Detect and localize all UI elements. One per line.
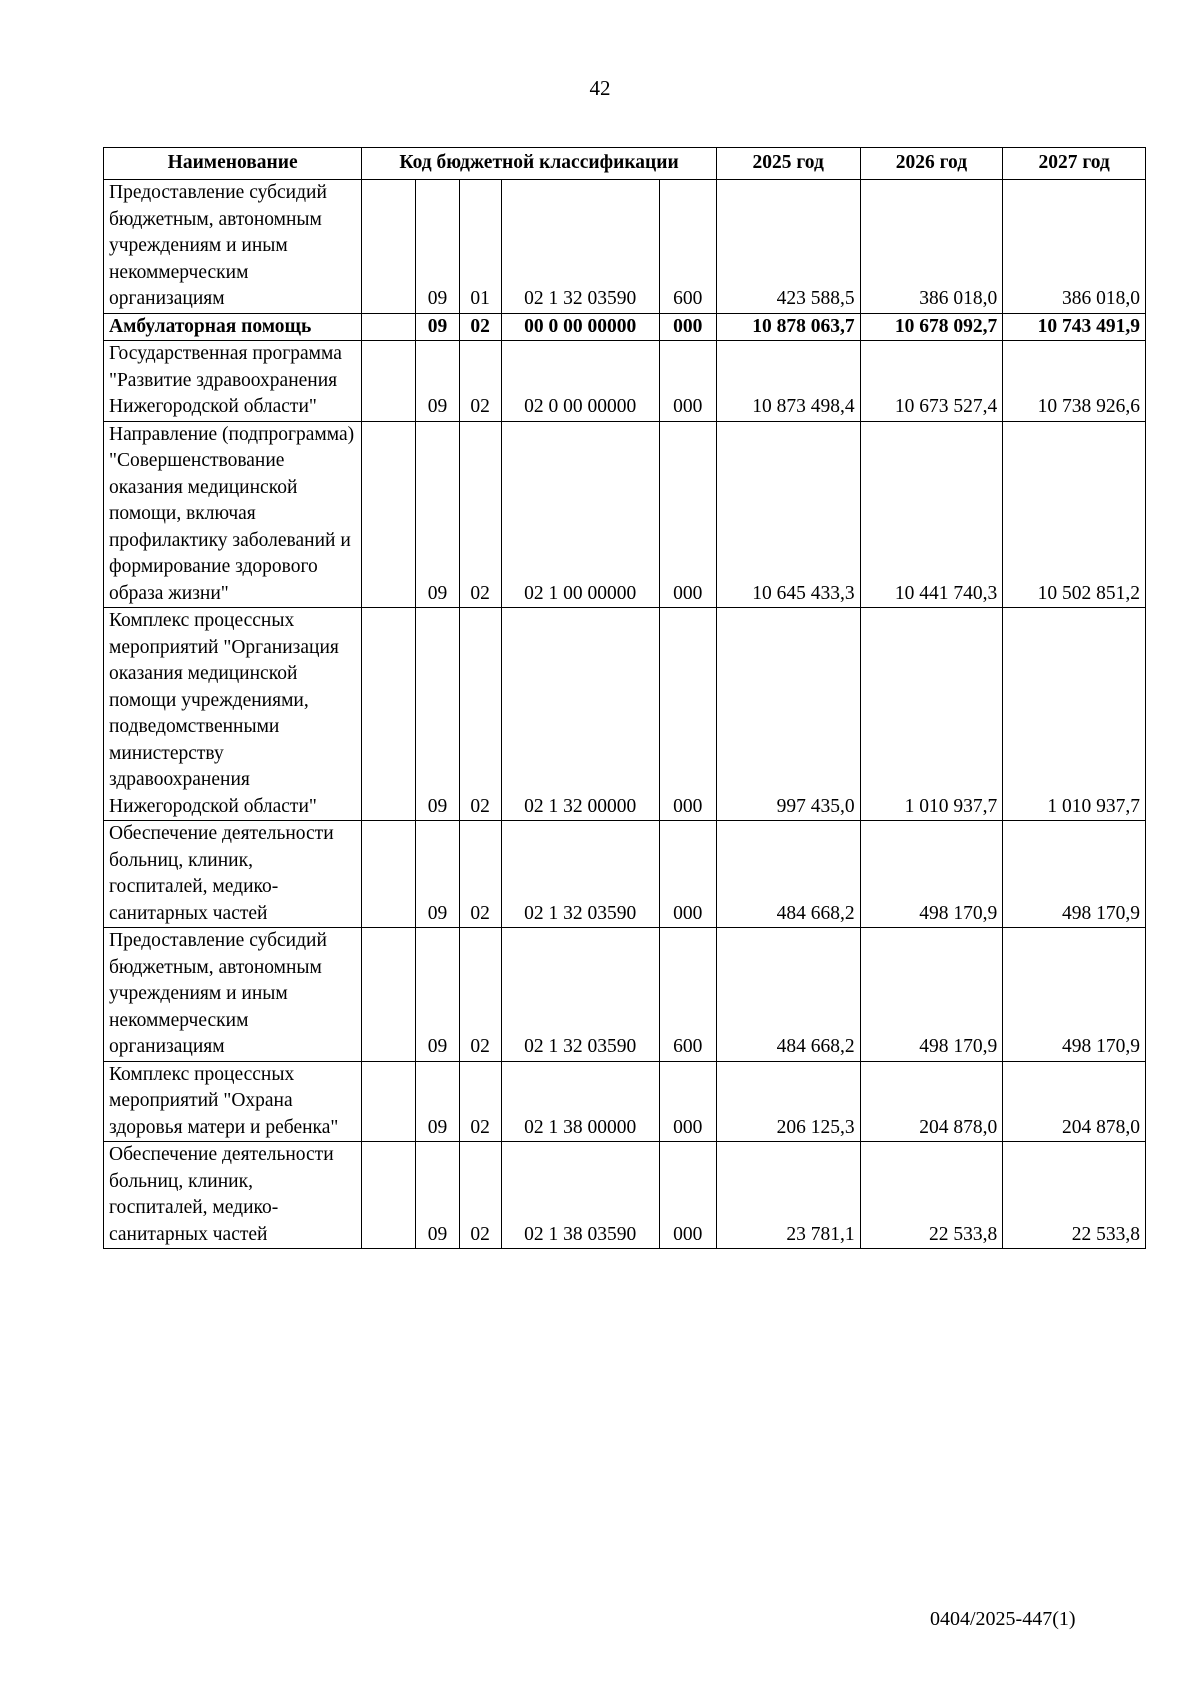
row-value-2027: 498 170,9	[1003, 821, 1146, 928]
row-name: Амбулаторная помощь	[104, 313, 362, 341]
table-row	[104, 421, 1146, 608]
row-code-section: 09	[416, 180, 459, 314]
budget-table	[103, 147, 1146, 1249]
table-row	[104, 341, 1146, 422]
row-value-2026: 204 878,0	[860, 1061, 1003, 1142]
row-code-empty	[362, 1061, 416, 1142]
row-value-2025: 423 588,5	[716, 180, 860, 314]
row-value-2027: 10 502 851,2	[1003, 421, 1146, 608]
row-code-subsection: 02	[459, 1142, 501, 1249]
row-code-empty	[362, 341, 416, 422]
row-code-section: 09	[416, 421, 459, 608]
row-code-section: 09	[416, 608, 459, 821]
row-name: Предоставление субсидий бюджетным, автономным учреждениям и иным некоммерческим организациям	[104, 928, 362, 1062]
header-name: Наименование	[104, 148, 362, 180]
row-code-section: 09	[416, 1061, 459, 1142]
row-value-2025: 206 125,3	[716, 1061, 860, 1142]
row-code-subsection: 02	[459, 608, 501, 821]
page-number: 42	[589, 76, 611, 100]
table-row	[104, 928, 1146, 1062]
row-value-2025: 997 435,0	[716, 608, 860, 821]
row-value-2025: 10 878 063,7	[716, 313, 860, 341]
row-name: Направление (подпрограмма) "Совершенствование оказания медицинской помощи, включая профилактику заболеваний и формирование здорового образа жизни"	[104, 421, 362, 608]
row-code-target: 02 0 00 00000	[501, 341, 659, 422]
row-code-subsection: 02	[459, 421, 501, 608]
row-value-2027: 204 878,0	[1003, 1061, 1146, 1142]
row-code-target: 02 1 38 03590	[501, 1142, 659, 1249]
row-value-2026: 498 170,9	[860, 928, 1003, 1062]
header-2025: 2025 год	[716, 148, 860, 180]
row-code-section: 09	[416, 928, 459, 1062]
row-name: Обеспечение деятельности больниц, клиник, госпиталей, медико-санитарных частей	[104, 821, 362, 928]
row-code-empty	[362, 421, 416, 608]
row-value-2025: 23 781,1	[716, 1142, 860, 1249]
row-value-2027: 498 170,9	[1003, 928, 1146, 1062]
row-value-2027: 10 738 926,6	[1003, 341, 1146, 422]
row-name: Предоставление субсидий бюджетным, автономным учреждениям и иным некоммерческим организациям	[104, 180, 362, 314]
row-code-empty	[362, 313, 416, 341]
row-code-target: 02 1 32 03590	[501, 821, 659, 928]
table-row	[104, 1142, 1146, 1249]
row-code-subsection: 02	[459, 1061, 501, 1142]
table-row	[104, 180, 1146, 314]
row-name: Комплекс процессных мероприятий "Организация оказания медицинской помощи учреждениями, подведомственными министерству здравоохранения Нижегородской области"	[104, 608, 362, 821]
row-value-2027: 1 010 937,7	[1003, 608, 1146, 821]
row-code-target: 00 0 00 00000	[501, 313, 659, 341]
row-value-2026: 498 170,9	[860, 821, 1003, 928]
row-code-type: 000	[659, 821, 716, 928]
header-code: Код бюджетной классификации	[362, 148, 717, 180]
row-code-section: 09	[416, 341, 459, 422]
row-code-section: 09	[416, 821, 459, 928]
row-value-2026: 22 533,8	[860, 1142, 1003, 1249]
row-name: Комплекс процессных мероприятий "Охрана здоровья матери и ребенка"	[104, 1061, 362, 1142]
row-code-type: 000	[659, 608, 716, 821]
row-code-target: 02 1 38 00000	[501, 1061, 659, 1142]
row-code-subsection: 02	[459, 928, 501, 1062]
row-name: Обеспечение деятельности больниц, клиник, госпиталей, медико-санитарных частей	[104, 1142, 362, 1249]
row-code-type: 000	[659, 421, 716, 608]
row-value-2026: 10 673 527,4	[860, 341, 1003, 422]
table-row	[104, 608, 1146, 821]
row-value-2027: 22 533,8	[1003, 1142, 1146, 1249]
row-value-2027: 10 743 491,9	[1003, 313, 1146, 341]
row-code-subsection: 02	[459, 821, 501, 928]
row-code-type: 000	[659, 1061, 716, 1142]
row-value-2026: 10 441 740,3	[860, 421, 1003, 608]
row-code-subsection: 02	[459, 313, 501, 341]
row-value-2026: 1 010 937,7	[860, 608, 1003, 821]
row-code-empty	[362, 1142, 416, 1249]
table-row	[104, 1061, 1146, 1142]
row-code-subsection: 01	[459, 180, 501, 314]
row-code-type: 000	[659, 313, 716, 341]
header-2027: 2027 год	[1003, 148, 1146, 180]
row-code-target: 02 1 00 00000	[501, 421, 659, 608]
header-2026: 2026 год	[860, 148, 1003, 180]
row-code-type: 000	[659, 1142, 716, 1249]
row-code-target: 02 1 32 00000	[501, 608, 659, 821]
row-name: Государственная программа "Развитие здравоохранения Нижегородской области"	[104, 341, 362, 422]
row-code-type: 600	[659, 180, 716, 314]
document-registration-code: 0404/2025-447(1)	[930, 1608, 1076, 1630]
row-value-2026: 10 678 092,7	[860, 313, 1003, 341]
row-value-2025: 10 873 498,4	[716, 341, 860, 422]
row-code-target: 02 1 32 03590	[501, 180, 659, 314]
row-value-2025: 484 668,2	[716, 928, 860, 1062]
row-value-2025: 484 668,2	[716, 821, 860, 928]
table-header-row	[104, 148, 1146, 180]
table-row	[104, 821, 1146, 928]
row-code-subsection: 02	[459, 341, 501, 422]
row-code-section: 09	[416, 1142, 459, 1249]
row-code-section: 09	[416, 313, 459, 341]
row-value-2025: 10 645 433,3	[716, 421, 860, 608]
row-value-2026: 386 018,0	[860, 180, 1003, 314]
row-code-type: 600	[659, 928, 716, 1062]
row-value-2027: 386 018,0	[1003, 180, 1146, 314]
row-code-empty	[362, 180, 416, 314]
row-code-target: 02 1 32 03590	[501, 928, 659, 1062]
row-code-empty	[362, 608, 416, 821]
row-code-type: 000	[659, 341, 716, 422]
row-code-empty	[362, 821, 416, 928]
table-row	[104, 313, 1146, 341]
row-code-empty	[362, 928, 416, 1062]
